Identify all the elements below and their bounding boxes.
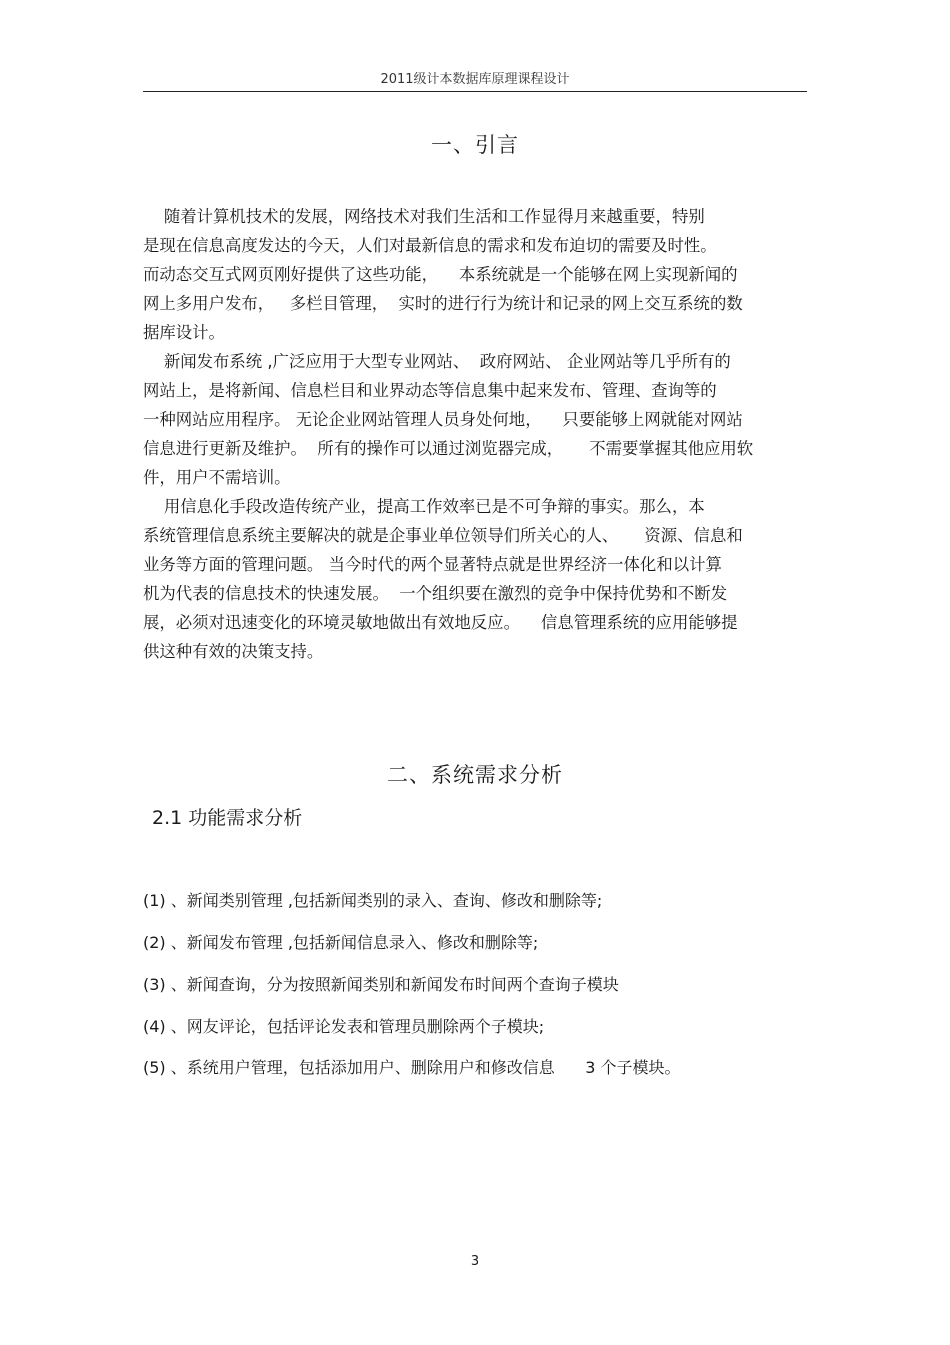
list-item: (3) 、新闻查询，分为按照新闻类别和新闻发布时间两个查询子模块 [143,975,619,994]
body-line: 随着计算机技术的发展，网络技术对我们生活和工作显得月来越重要，特别 [143,207,705,226]
body-line: 新闻发布系统 ,广泛应用于大型专业网站、 政府网站、 企业网站等几乎所有的 [143,352,731,371]
body-line: 网上多用户发布， 多栏目管理， 实时的进行行为统计和记录的网上交互系统的数 [143,294,743,313]
header-rule [143,91,807,92]
body-line: 系统管理信息系统主要解决的就是企事业单位领导们所关心的人、 资源、信息和 [143,526,743,545]
body-line: 展，必须对迅速变化的环境灵敏地做出有效地反应。 信息管理系统的应用能够提 [143,613,738,632]
body-line: 网站上，是将新闻、信息栏目和业界动态等信息集中起来发布、管理、查询等的 [143,381,717,400]
list-item: (5) 、系统用户管理，包括添加用户、删除用户和修改信息 3 个子模块。 [143,1058,681,1077]
body-line: 信息进行更新及维护。 所有的操作可以通过浏览器完成， 不需要掌握其他应用软 [143,439,754,458]
body-line: 是现在信息高度发达的今天，人们对最新信息的需求和发布迫切的需要及时性。 [143,236,717,255]
running-header: 2011级计本数据库原理课程设计 [380,72,570,87]
body-line: 而动态交互式网页刚好提供了这些功能， 本系统就是一个能够在网上实现新闻的 [143,265,738,284]
list-item: (2) 、新闻发布管理 ,包括新闻信息录入、修改和删除等; [143,933,539,952]
body-line: 一种网站应用程序。 无论企业网站管理人员身处何地， 只要能够上网就能对网站 [143,410,743,429]
body-line: 据库设计。 [143,323,225,342]
body-line: 用信息化手段改造传统产业，提高工作效率已是不可争辩的事实。那么，本 [143,497,705,516]
body-line: 件，用户不需培训。 [143,468,291,487]
subsection-title: 2.1 功能需求分析 [152,807,303,829]
list-item: (1) 、新闻类别管理 ,包括新闻类别的录入、查询、修改和删除等; [143,891,603,910]
page-number: 3 [470,1254,480,1269]
section-title-introduction: 一、引言 [431,133,519,157]
section-title-requirements: 二、系统需求分析 [387,763,563,787]
body-line: 机为代表的信息技术的快速发展。 一个组织要在激烈的竞争中保持优势和不断发 [143,584,728,603]
body-line: 业务等方面的管理问题。 当今时代的两个显著特点就是世界经济一体化和以计算 [143,555,722,574]
list-item: (4) 、网友评论，包括评论发表和管理员删除两个子模块; [143,1017,545,1036]
body-line: 供这种有效的决策支持。 [143,642,324,661]
